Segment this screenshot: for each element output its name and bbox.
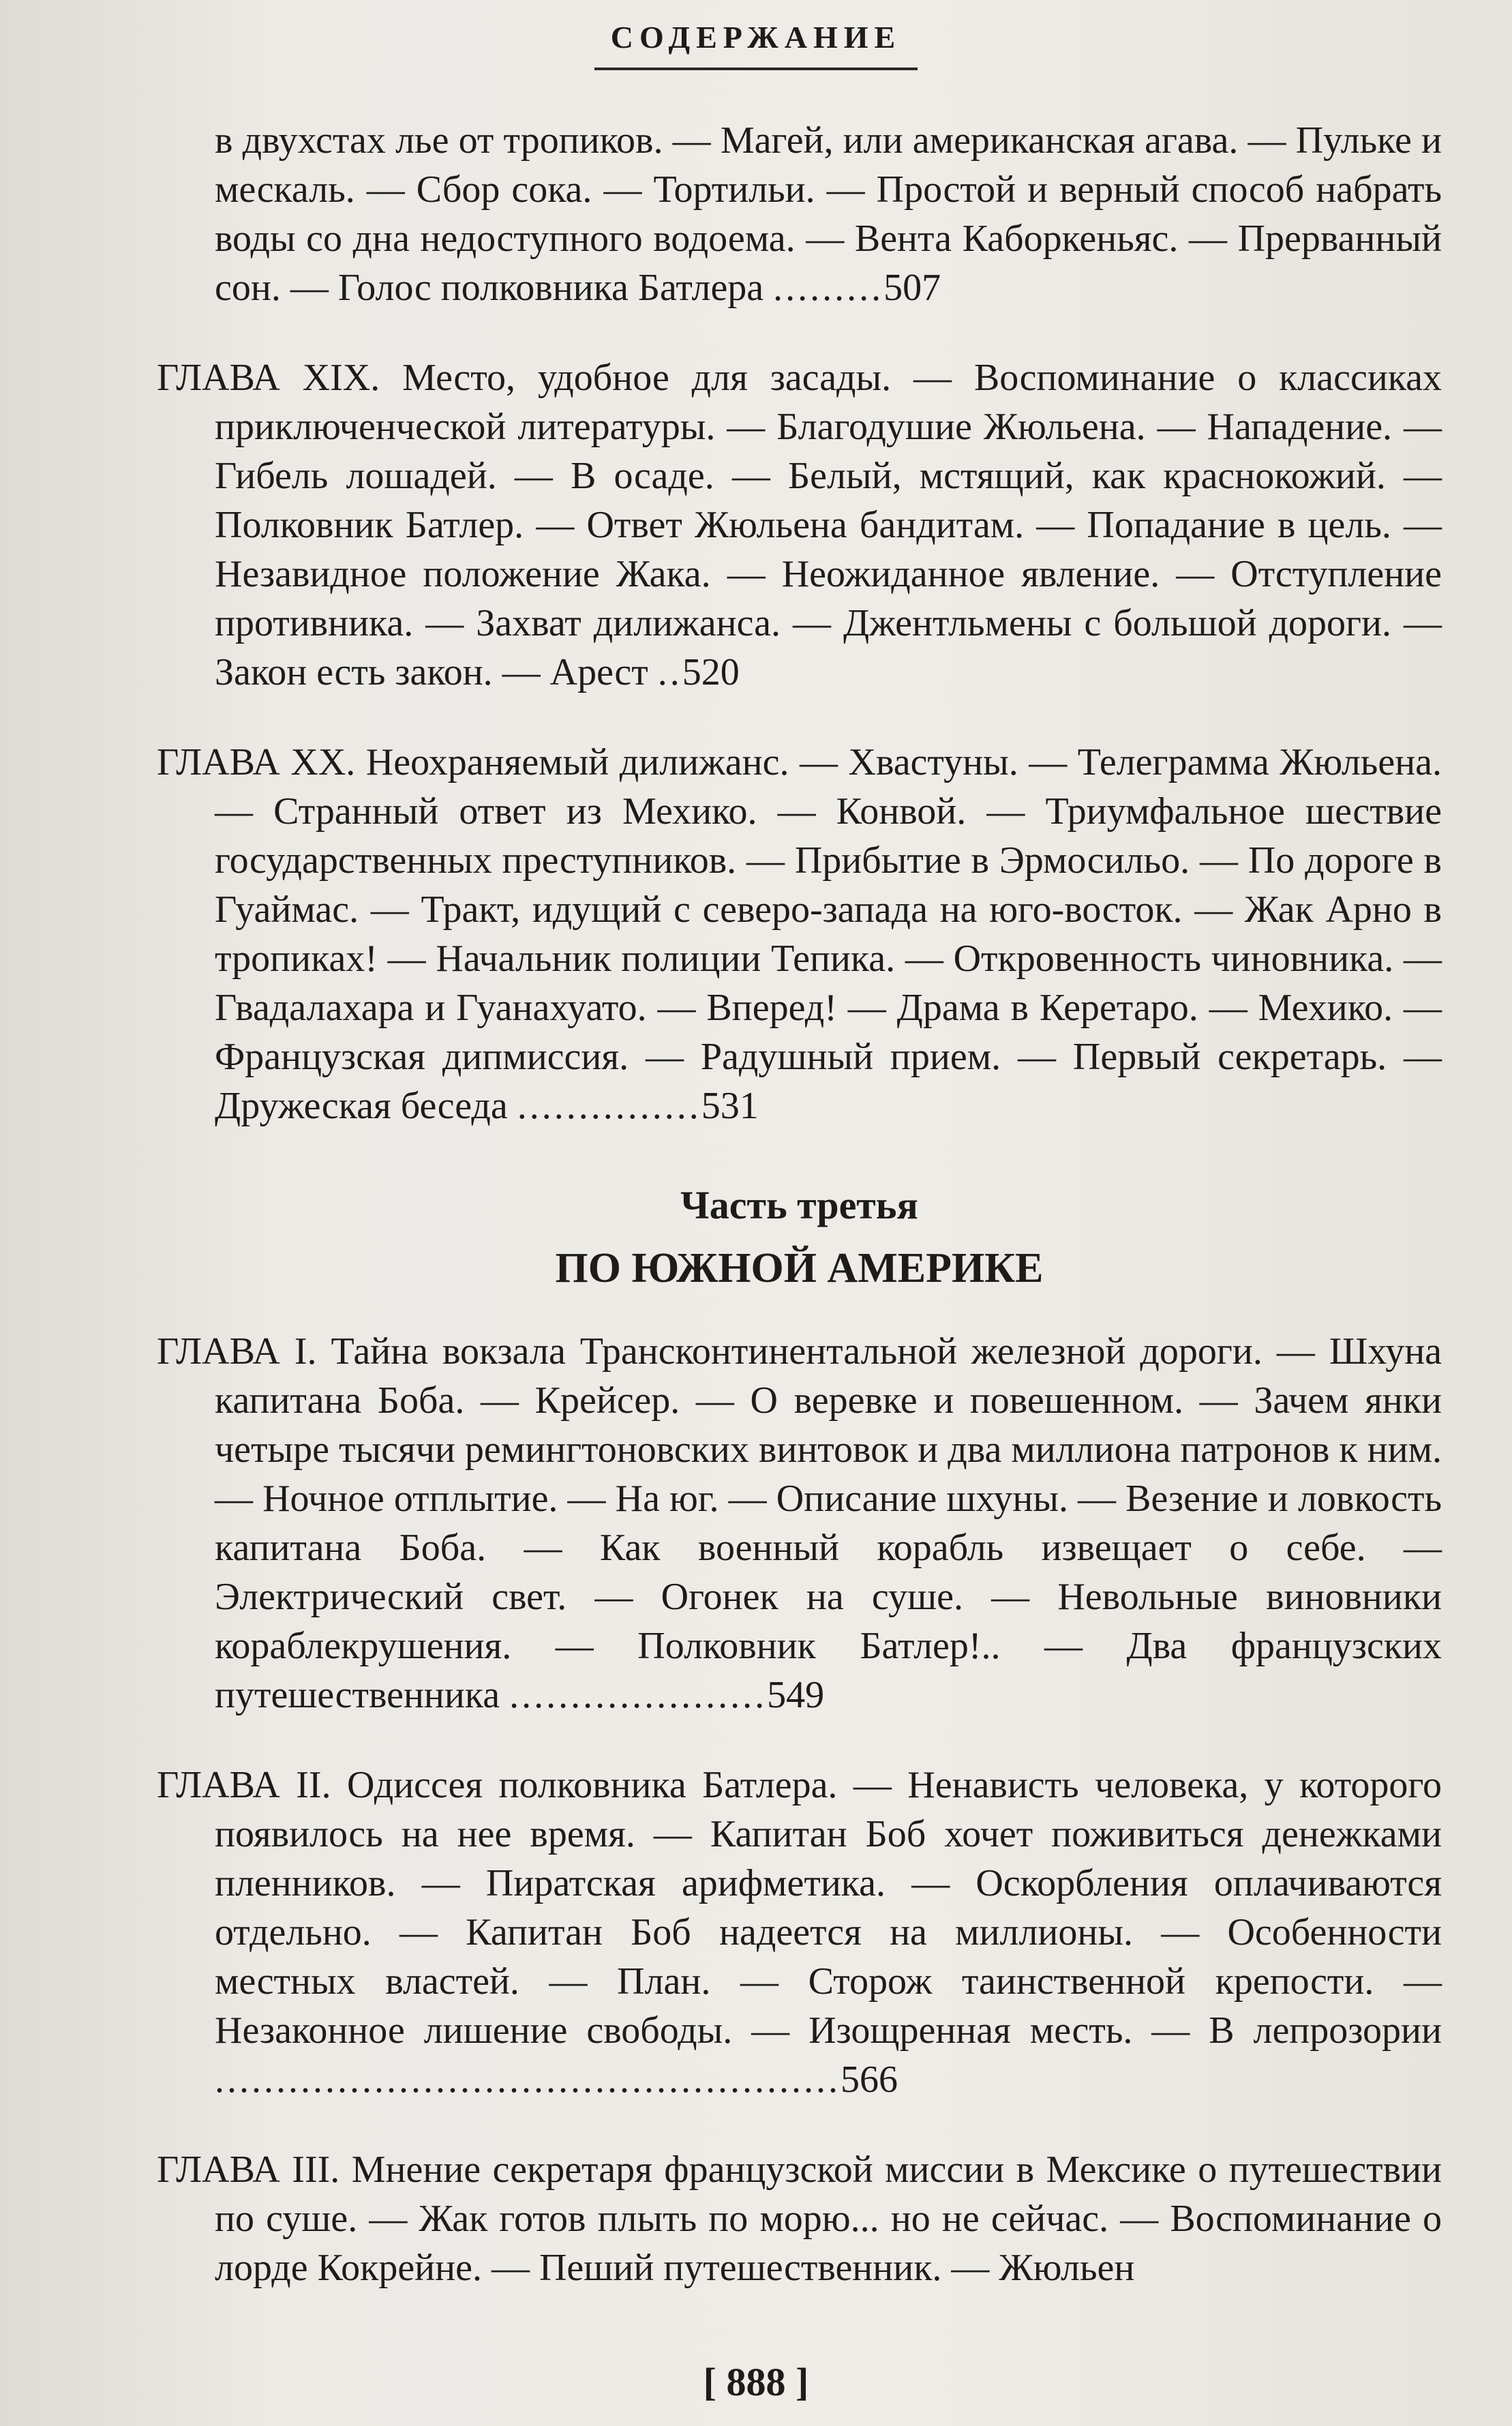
- toc-chapter-label: ГЛАВА XX.: [157, 741, 356, 783]
- toc-entry-text: в двухстах лье от тропиков. — Магей, или американская агава. — Пульке и мескаль. — Сбор сока. — Тортильи. — Простой и верный способ набрать воды со дна недоступного водоема. — Вента Каборкеньяс. — Прерванный сон. — Голос полковника Батлера: [215, 119, 1442, 309]
- toc-page-number: 520: [682, 651, 740, 693]
- toc-leader-dots: ...................................................: [215, 2058, 841, 2101]
- toc-leader-dots: ..: [657, 651, 682, 693]
- part-label: Часть третья: [680, 1183, 918, 1227]
- toc-entry-chapter-19: [157, 353, 1442, 697]
- part-title: ПО ЮЖНОЙ АМЕРИКЕ: [555, 1245, 1044, 1291]
- toc-entry-text: Тайна вокзала Трансконтинентальной железной дороги. — Шхуна капитана Боба. — Крейсер. — О веревке и повешенном. — Зачем янки четыре тысячи ремингтоновских винтовок и два миллиона патронов к ним. — Ночное отплытие. — На юг. — Описание шхуны. — Везение и ловкость капитана Боба. — Как военный корабль извещает о себе. — Электрический свет. — Огонек на суше. — Невольные виновники кораблекрушения. — Полковник Батлер!.. — Два французских путешественника: [215, 1330, 1442, 1716]
- toc-page-number: 566: [841, 2058, 898, 2101]
- toc-chapter-label: ГЛАВА XIX.: [157, 357, 380, 399]
- toc-page-number: 549: [767, 1674, 825, 1716]
- toc-entry-text: Мнение секретаря французской миссии в Мексике о путешествии по суше. — Жак готов плыть по морю... но не сейчас. — Воспоминание о лорде Кокрейне. — Пеший путешественник. — Жюльен: [215, 2148, 1442, 2289]
- toc-leader-dots: .........: [773, 267, 884, 309]
- toc-entry-chapter-3: [157, 2145, 1442, 2292]
- header-title: СОДЕРЖАНИЕ: [594, 19, 918, 70]
- toc-entry-text: Неохраняемый дилижанс. — Хвастуны. — Телеграмма Жюльена. — Странный ответ из Мехико. — Конвой. — Триумфальное шествие государственных преступников. — Прибытие в Эрмосильо. — По дороге в Гуаймас. — Тракт, идущий с северо-запада на юго-восток. — Жак Арно в тропиках! — Начальник полиции Тепика. — Откровенность чиновника. — Гвадалахара и Гуанахуато. — Вперед! — Драма в Керетаро. — Мехико. — Французская дипмиссия. — Радушный прием. — Первый секретарь. — Дружеская беседа: [215, 741, 1442, 1127]
- toc-entry-text: Одиссея полковника Батлера. — Ненависть человека, у которого появилось на нее время. — Капитан Боб хочет поживиться денежками пленников. — Пиратская арифметика. — Оскорбления оплачиваются отдельно. — Капитан Боб надеется на миллионы. — Особенности местных властей. — План. — Сторож таинственной крепости. — Незаконное лишение свободы. — Изощренная месть. — В лепрозории: [215, 1764, 1442, 2052]
- toc-leader-dots: ...............: [517, 1085, 701, 1127]
- toc-entry-chapter-2: [157, 1761, 1442, 2104]
- toc-entry-continued: [157, 116, 1442, 312]
- toc-entry-chapter-1: [157, 1327, 1442, 1720]
- toc-chapter-label: ГЛАВА I.: [157, 1330, 317, 1373]
- toc-chapter-label: ГЛАВА II.: [157, 1764, 331, 1806]
- toc-page-number: 507: [883, 267, 941, 309]
- table-of-contents: [157, 116, 1442, 2333]
- toc-chapter-label: ГЛАВА III.: [157, 2148, 340, 2191]
- part-heading: [157, 1178, 1442, 1300]
- page-folio: [ 888 ]: [703, 2360, 809, 2404]
- toc-page-number: 531: [701, 1085, 759, 1127]
- running-header: [0, 19, 1512, 70]
- toc-entry-text: Место, удобное для засады. — Воспоминание о классиках приключенческой литературы. — Благодушие Жюльена. — Нападение. — Гибель лошадей. — В осаде. — Белый, мстящий, как краснокожий. — Полковник Батлер. — Ответ Жюльена бандитам. — Попадание в цель. — Незавидное положение Жака. — Неожиданное явление. — Отступление противника. — Захват дилижанса. — Джентльмены с большой дороги. — Закон есть закон. — Арест: [215, 357, 1442, 693]
- toc-leader-dots: .....................: [509, 1674, 768, 1716]
- toc-entry-chapter-20: [157, 738, 1442, 1130]
